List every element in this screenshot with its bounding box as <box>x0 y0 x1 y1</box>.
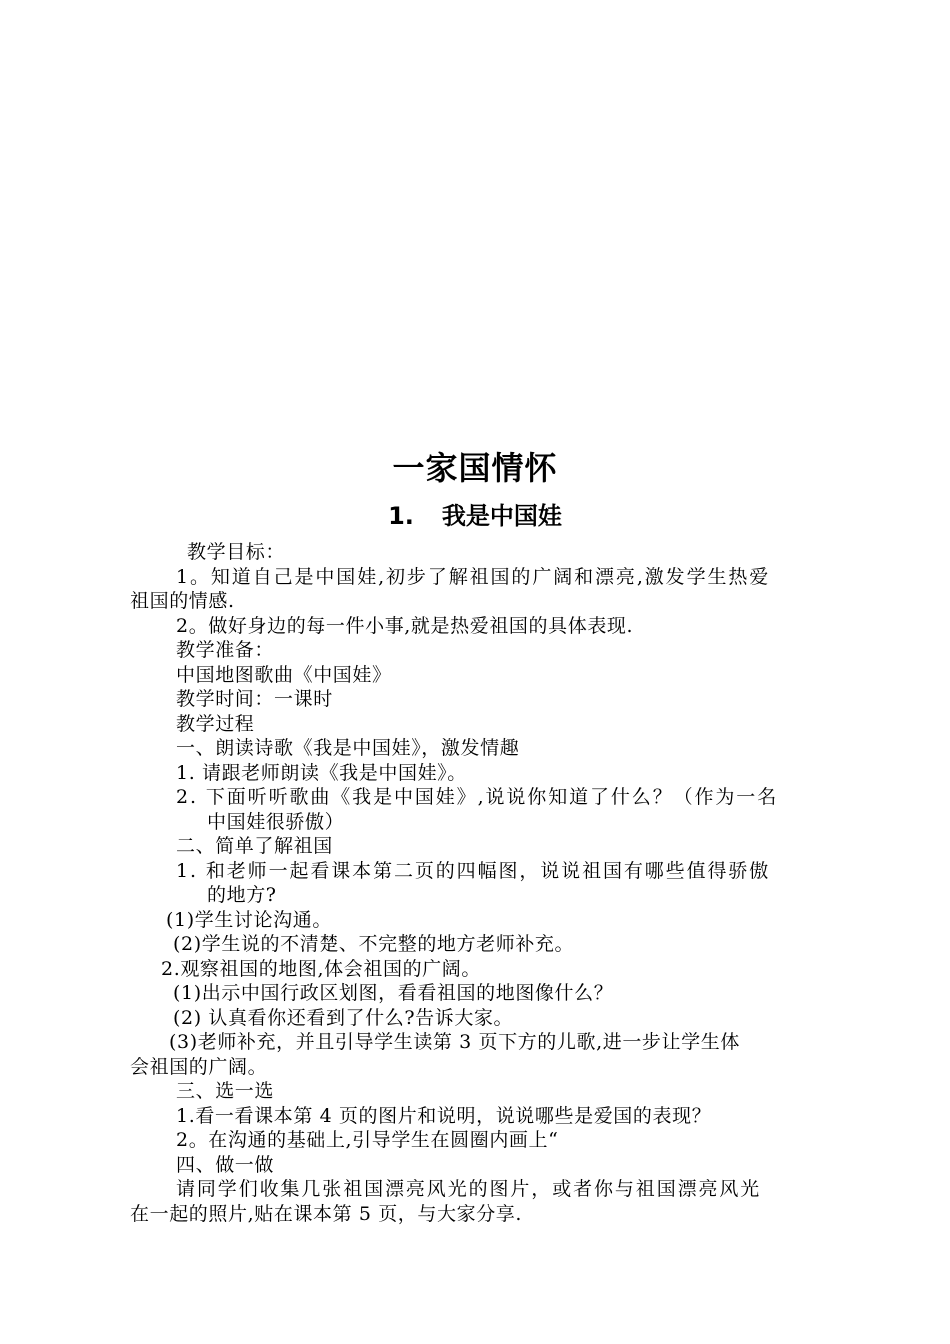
lesson-title: 我是中国娃 <box>441 502 562 530</box>
section-objectives-heading: 教学目标： <box>187 541 286 563</box>
part-one-heading: 一、朗读诗歌《我是中国娃》，激发情趣 <box>176 737 520 759</box>
section-time: 教学时间：一课时 <box>176 688 333 710</box>
lesson-heading <box>0 498 950 534</box>
part-two-step-2-substep-1: (1)出示中国行政区划图，看看祖国的地图像什么？ <box>173 982 614 1004</box>
part-two-substep-2: (2)学生说的不清楚、不完整的地方老师补充。 <box>173 933 575 955</box>
part-two-step-1-line-2: 的地方? <box>207 884 277 906</box>
part-three-step-2: 2。在沟通的基础上,引导学生在圆圈内画上“ <box>176 1129 559 1151</box>
part-one-step-2-line-2: 中国娃很骄傲） <box>207 810 345 833</box>
part-two-step-2-substep-2: (2) 认真看你还看到了什么?告诉大家。 <box>173 1006 514 1029</box>
part-three-heading: 三、选一选 <box>176 1080 275 1102</box>
part-two-step-1-line-1: 1. 和老师一起看课本第二页的四幅图，说说祖国有哪些值得骄傲 <box>176 859 771 882</box>
objective-1-line-2: 祖国的情感. <box>130 590 235 612</box>
objective-2: 2。做好身边的每一件小事,就是热爱祖国的具体表现. <box>176 614 634 637</box>
part-one-step-2-line-1: 2. 下面听听歌曲《我是中国娃》,说说你知道了什么？（作为一名 <box>176 786 779 808</box>
part-two-step-2: 2.观察祖国的地图,体会祖国的广阔。 <box>161 957 481 980</box>
part-one-step-1: 1. 请跟老师朗读《我是中国娃》。 <box>176 761 467 784</box>
part-two-step-2-substep-3-line-1: (3)老师补充，并且引导学生读第 3 页下方的儿歌,进一步让学生体 <box>169 1031 740 1053</box>
document-title: 一家国情怀 <box>392 449 558 487</box>
part-two-heading: 二、简单了解祖国 <box>176 835 333 857</box>
lesson-number: 1. <box>388 502 414 530</box>
part-three-step-1: 1.看一看课本第 4 页的图片和说明，说说哪些是爱国的表现？ <box>176 1104 712 1127</box>
lesson-body <box>130 540 852 1226</box>
part-two-substep-1: (1)学生讨论沟通。 <box>166 908 332 931</box>
preparation-materials: 中国地图歌曲《中国娃》 <box>176 663 392 686</box>
section-process-heading: 教学过程 <box>176 712 255 735</box>
part-two-step-2-substep-3-line-2: 会祖国的广阔。 <box>130 1055 268 1078</box>
part-four-text-line-2: 在一起的照片,贴在课本第 5 页，与大家分享. <box>130 1202 523 1225</box>
part-four-heading: 四、做一做 <box>176 1153 275 1176</box>
part-four-text-line-1: 请同学们收集几张祖国漂亮风光的图片，或者你与祖国漂亮风光 <box>176 1178 762 1200</box>
section-preparation-heading: 教学准备： <box>176 639 275 661</box>
objective-1-line-1: 1。知道自己是中国娃,初步了解祖国的广阔和漂亮,激发学生热爱 <box>176 565 771 588</box>
